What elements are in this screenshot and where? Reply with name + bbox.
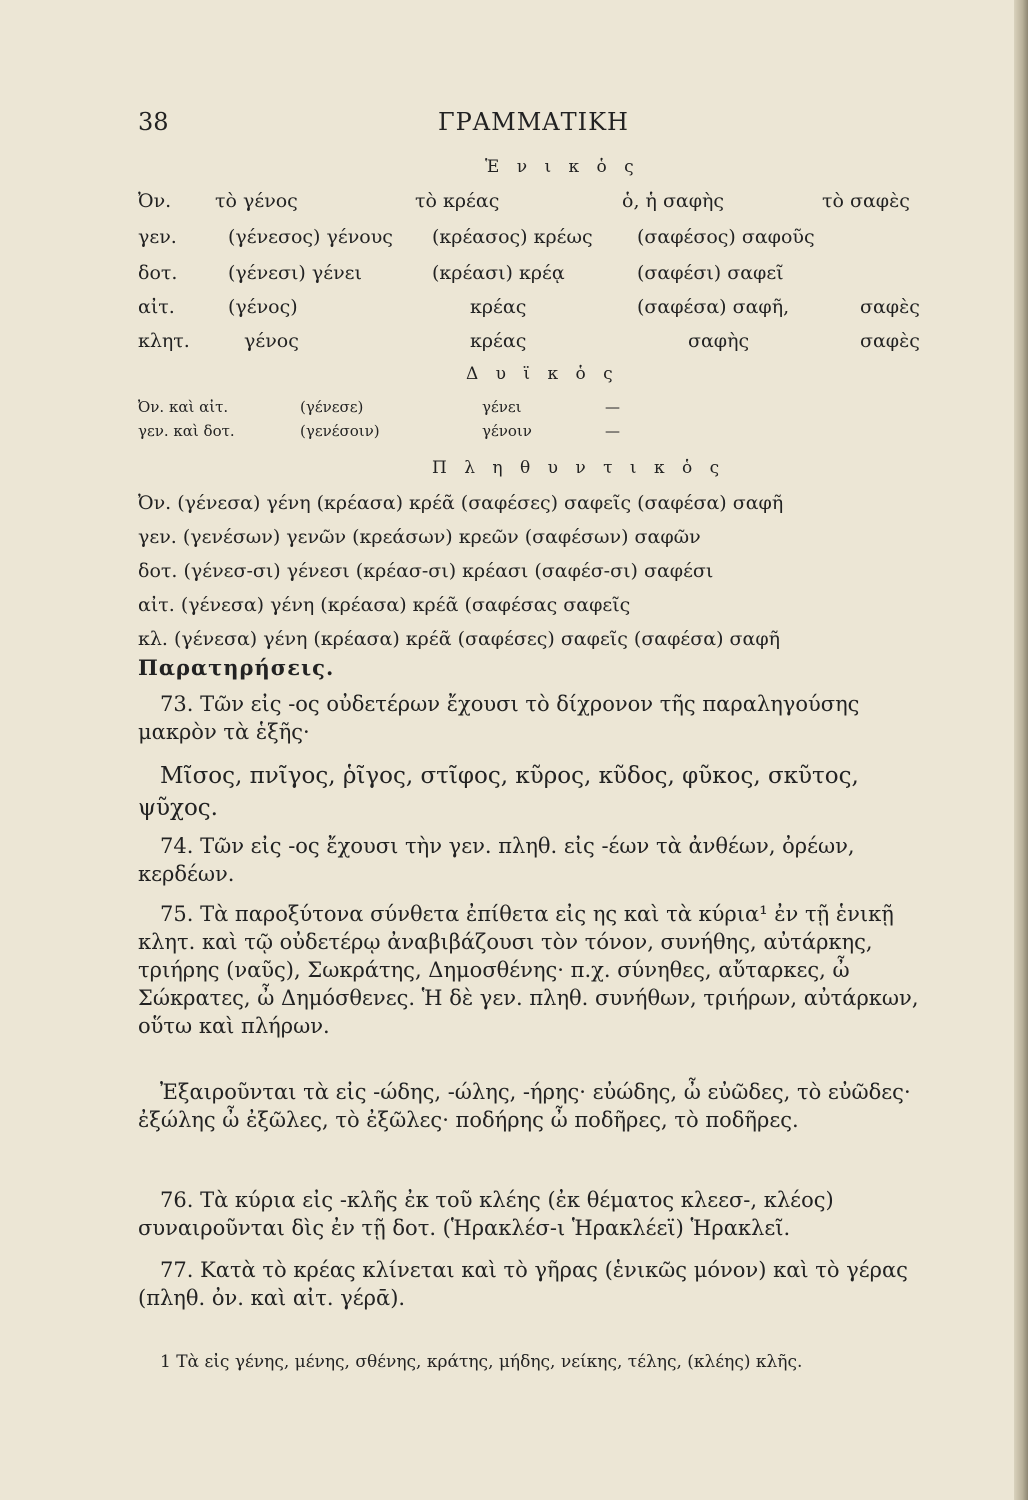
page-number: 38 [138,108,169,136]
case-label: Ὀν. [138,190,172,212]
cell: — [605,398,620,416]
cell: (κρέασι) κρέᾳ [432,262,565,284]
cell: (γένεσος) γένους [228,226,393,248]
paragraph-text: Ἐξαιροῦνται τὰ εἰς -ώδης, -ώλης, -ήρης· εὐώδης, ὦ εὐῶδες, τὸ εὐῶδες· ἐξώλης ὦ ἐξῶλες, τὸ ἐξῶλες· ποδήρης ὦ ποδῆρες, τὸ ποδῆρες. [138,1080,911,1132]
cell: ὁ, ἡ σαφὴς [622,190,725,212]
paragraph-73 [138,690,938,746]
singular-heading: Ἑ ν ι κ ὁ ς [485,157,640,177]
exceptions-paragraph [138,1078,938,1134]
cell: κρέας [470,330,527,352]
cell: γένοιν [482,422,532,440]
table-row: αἰτ. (γένεσα) γένη (κρέασα) κρέᾶ (σαφέσας σαφεῖς [138,594,631,616]
cell: (κρέασος) κρέως [432,226,593,248]
paragraph-text: 76. Τὰ κύρια εἰς -κλῆς ἐκ τοῦ κλέης (ἐκ θέματος κλεεσ-, κλέος) συναιροῦνται δὶς ἐν τῇ δοτ. (Ἡρακλέσ-ι Ἡρακλέεϊ) Ἡρακλεῖ. [138,1188,834,1240]
paragraph-text: 73. Τῶν εἰς -ος οὐδετέρων ἔχουσι τὸ δίχρονον τῆς παραληγούσης μακρὸν τὰ ἑξῆς· [138,692,860,744]
cell: τὸ κρέας [415,190,500,212]
cell: γένει [482,398,522,416]
paragraph-76 [138,1186,938,1242]
paragraph-77 [138,1256,938,1312]
running-head: ΓΡΑΜΜΑΤΙΚΗ [438,108,629,136]
cell: (σαφέσι) σαφεῖ [637,262,784,284]
table-row: δοτ. (γένεσ-σι) γένεσι (κρέασ-σι) κρέασι (σαφέσ-σι) σαφέσι [138,560,714,582]
word-list [138,760,938,824]
paragraph-75 [138,900,938,1040]
cell: (γενέσοιν) [300,422,380,440]
cell: (γένεσι) γένει [228,262,362,284]
cell: σαφὲς [860,330,920,352]
cell: σαφὲς [860,296,920,318]
cell: γένος [244,330,299,352]
page-edge [1014,0,1028,1500]
cell: (σαφέσα) σαφῆ, [637,296,790,318]
paragraph-text: Μῖσος, πνῖγος, ῥῖγος, στῖφος, κῦρος, κῦδος, φῦκος, σκῦτος, ψῦχος. [138,763,859,821]
cell: τὸ γένος [215,190,298,212]
paragraph-text: 74. Τῶν εἰς -ος ἔχουσι τὴν γεν. πληθ. εἰς -έων τὰ ἀνθέων, ὀρέων, κερδέων. [138,834,855,886]
case-label: αἰτ. [138,296,175,318]
paragraph-text: 77. Κατὰ τὸ κρέας κλίνεται καὶ τὸ γῆρας (ἑνικῶς μόνον) καὶ τὸ γέρας (πληθ. ὀν. καὶ αἰτ. γέρᾱ). [138,1258,908,1310]
paragraph-74 [138,832,938,888]
cell: τὸ σαφὲς [822,190,910,212]
table-row: Ὀν. (γένεσα) γένη (κρέασα) κρέᾶ (σαφέσες) σαφεῖς (σαφέσα) σαφῆ [138,492,784,514]
cell: σαφὴς [688,330,750,352]
table-row: κλ. (γένεσα) γένη (κρέασα) κρέᾶ (σαφέσες) σαφεῖς (σαφέσα) σαφῆ [138,628,781,650]
case-label: γεν. [138,226,177,248]
case-label: γεν. καὶ δοτ. [138,422,235,440]
dual-heading: Δ υ ϊ κ ὁ ς [466,364,619,384]
footnote [138,1348,938,1376]
case-label: Ὀν. καὶ αἰτ. [138,398,229,416]
table-row: γεν. (γενέσων) γενῶν (κρεάσων) κρεῶν (σαφέσων) σαφῶν [138,526,701,548]
cell: κρέας [470,296,527,318]
case-label: κλητ. [138,330,190,352]
case-label: δοτ. [138,262,178,284]
observations-heading: Παρατηρήσεις. [138,655,335,680]
plural-heading: Π λ η θ υ ν τ ι κ ὁ ς [432,458,726,478]
footnote-text: 1 Τὰ εἰς γένης, μένης, σθένης, κράτης, μήδης, νείκης, τέλης, (κλέης) κλῆς. [160,1352,803,1372]
paragraph-text: 75. Τὰ παροξύτονα σύνθετα ἐπίθετα εἰς ης καὶ τὰ κύρια¹ ἐν τῇ ἑνικῇ κλητ. καὶ τῷ οὐδετέρῳ ἀναβιβάζουσι τὸν τόνον, συνήθης, αὐτάρκης, τριήρης (ναῦς), Σωκράτης, Δημοσθένης· π.χ. σύνηθες, αὔταρκες, ὦ Σώκρατες, ὦ Δημόσθενες. Ἡ δὲ γεν. πληθ. συνήθων, τριήρων, αὐτάρκων, οὕτω καὶ πλήρων. [138,902,919,1038]
cell: (γένεσε) [300,398,364,416]
cell: — [605,422,620,440]
cell: (γένος) [228,296,298,318]
cell: (σαφέσος) σαφοῦς [637,226,815,248]
